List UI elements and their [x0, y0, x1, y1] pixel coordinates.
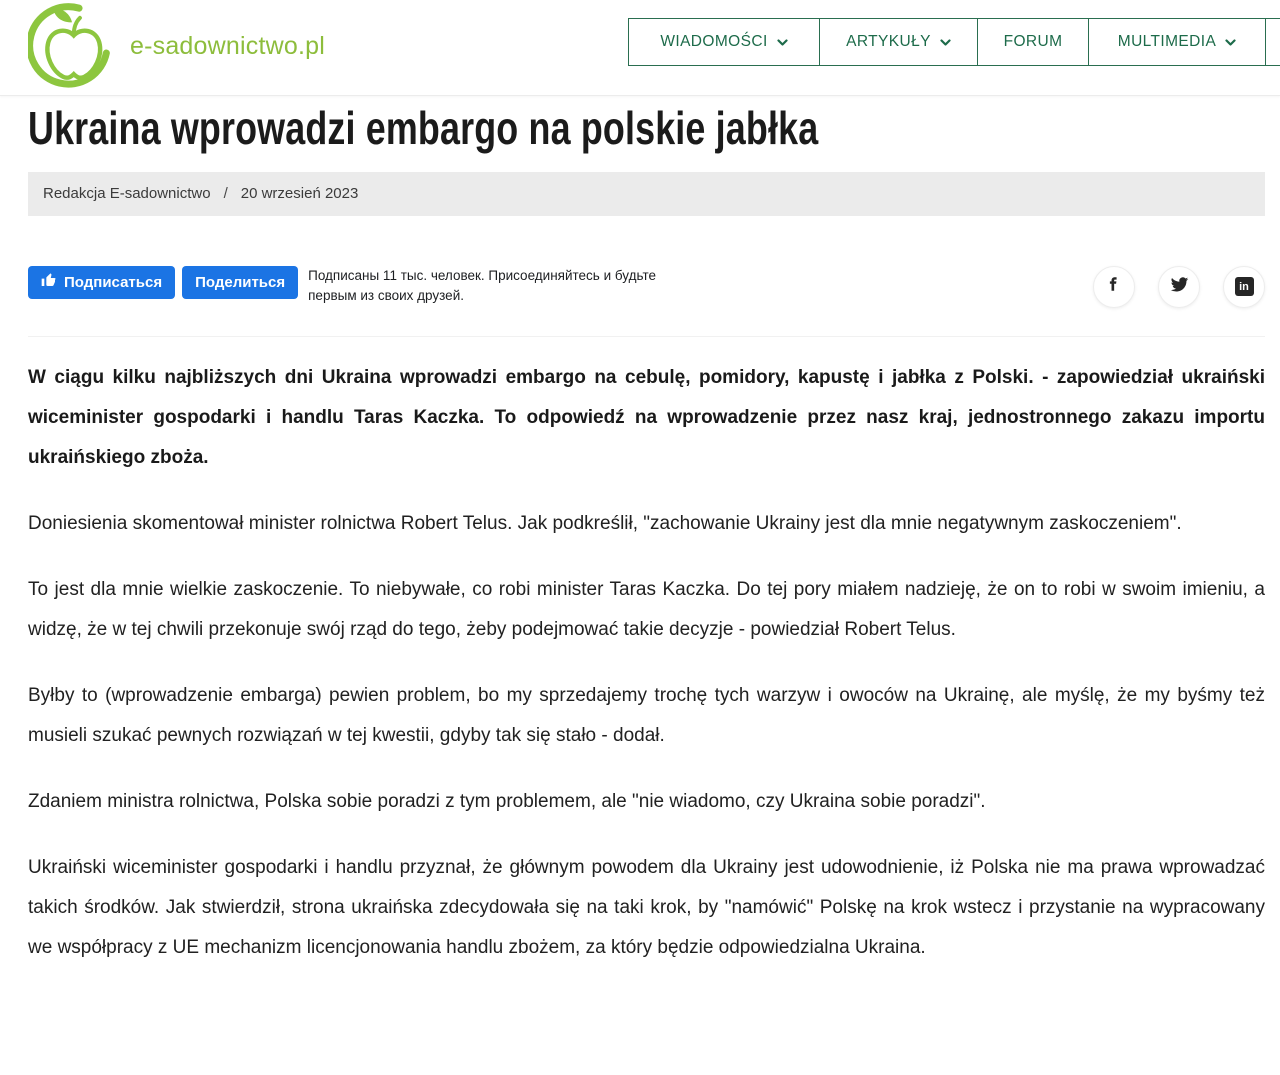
- nav-item-label: MULTIMEDIA: [1117, 33, 1217, 50]
- thumbs-up-icon: [41, 272, 57, 292]
- fb-subscribers-text: Подписаны 11 тыс. человек. Присоединяйтесь и будьте первым из своих друзей.: [308, 267, 657, 303]
- nav-item-forum[interactable]: [977, 19, 1088, 65]
- social-share-row: [28, 266, 1265, 308]
- byline: [28, 172, 1265, 216]
- nav-item-multimedia[interactable]: [1088, 19, 1265, 65]
- byline-date: 20 wrzesień 2023: [240, 185, 359, 203]
- nav-item-label: ARTYKUŁY: [846, 33, 931, 50]
- section-divider: [28, 336, 1265, 337]
- site-logo[interactable]: [28, 2, 325, 90]
- nav-item-wiadomosci[interactable]: [629, 19, 819, 65]
- fb-share-button[interactable]: [182, 266, 298, 299]
- nav-item-label: WIADOMOŚCI: [660, 33, 768, 50]
- article-paragraph: W ciągu kilku najbliższych dni Ukraina wprowadzi embargo na cebulę, pomidory, kapustę i jabłka z Polski. - zapowiedział ukraiński wiceminister gospodarki i handlu Taras Kaczka. To odpowiedź na wprowadzenie przez nasz kraj, jednostronnego zakazu importu ukraińskiego zboża.: [28, 366, 1265, 468]
- linkedin-icon: in: [1235, 277, 1254, 296]
- share-buttons: [1093, 266, 1265, 308]
- byline-separator: /: [223, 185, 228, 203]
- fb-share-label: Поделиться: [195, 273, 286, 291]
- article-paragraph: To jest dla mnie wielkie zaskoczenie. To niebywałe, co robi minister Taras Kaczka. Do tej pory miałem nadzieję, że on to robi w swoim imieniu, a widzę, że w tej chwili przekonuje swój rząd do tego, żeby podejmować takie decyzje - powiedział Robert Telus.: [28, 578, 1265, 640]
- main-nav: [628, 18, 1280, 66]
- twitter-icon: [1170, 275, 1189, 299]
- twitter-share-button[interactable]: [1158, 266, 1200, 308]
- article-paragraph: Doniesienia skomentował minister rolnictwa Robert Telus. Jak podkreślił, "zachowanie Ukrainy jest dla mnie negatywnym zaskoczeniem".: [28, 512, 1182, 534]
- chevron-down-icon: [1225, 34, 1236, 52]
- linkedin-share-button[interactable]: [1223, 266, 1265, 308]
- nav-item-label: FORUM: [1003, 33, 1063, 50]
- fb-subscribe-label: Подписаться: [64, 273, 163, 291]
- chevron-down-icon: [777, 34, 788, 52]
- article-paragraph: Zdaniem ministra rolnictwa, Polska sobie poradzi z tym problemem, ale "nie wiadomo, czy Ukraina sobie poradzi".: [28, 790, 986, 812]
- article-paragraph: Byłby to (wprowadzenie embarga) pewien problem, bo my sprzedajemy trochę tych warzyw i owoców na Ukrainę, ale myślę, że my byśmy też musieli szukać pewnych rozwiązań w tej kwestii, gdyby tak się stało - dodał.: [28, 684, 1265, 746]
- article-paragraph: Ukraiński wiceminister gospodarki i handlu przyznał, że głównym powodem dla Ukrainy jest udowodnienie, iż Polska nie ma prawa wprowadzać takich środków. Jak stwierdził, strona ukraińska zdecydowała się na taki krok, by "namówić" Polskę na krok wstecz i przystanie na wypracowany we współpracy z UE mechanizm licencjonowania handlu zbożem, za który będzie odpowiedzialna Ukraina.: [28, 856, 1265, 958]
- nav-item-artykuly[interactable]: [819, 19, 977, 65]
- facebook-share-button[interactable]: [1093, 266, 1135, 308]
- site-header: [0, 0, 1280, 96]
- article-body: [28, 358, 1265, 968]
- nav-spacer: [1265, 19, 1280, 65]
- article-page: [0, 102, 1280, 968]
- fb-subscribe-button[interactable]: [28, 266, 175, 299]
- byline-author[interactable]: Redakcja E-sadownictwo: [43, 185, 211, 203]
- facebook-icon: [1105, 275, 1123, 298]
- site-name: e-sadownictwo.pl: [130, 31, 325, 60]
- chevron-down-icon: [940, 34, 951, 52]
- apple-logo-icon: [28, 2, 116, 90]
- page-title: Ukraina wprowadzi embargo na polskie jabłka: [28, 102, 819, 154]
